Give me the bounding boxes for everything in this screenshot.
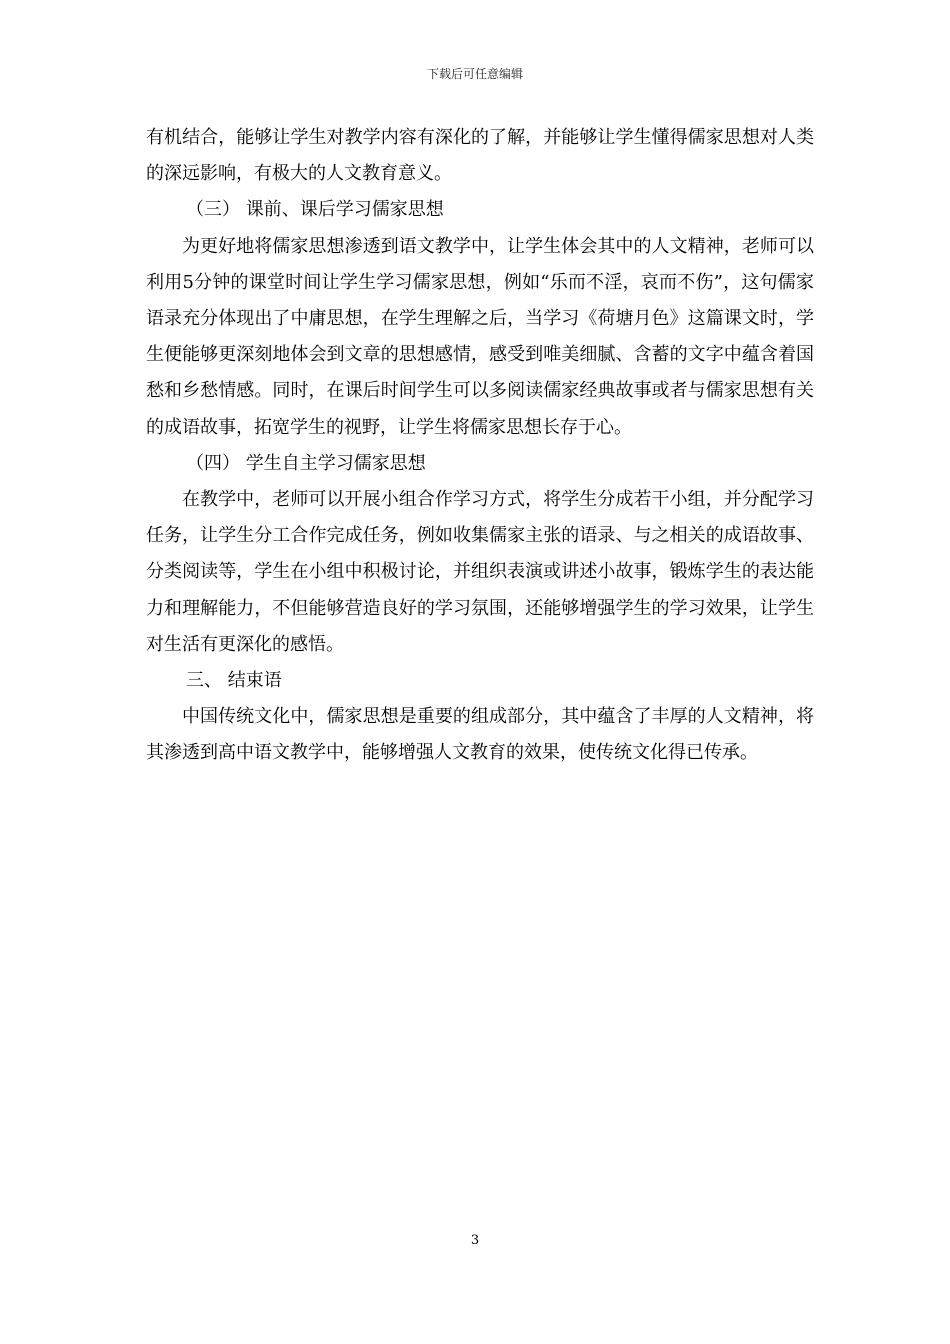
page-number: 3 <box>470 1233 480 1248</box>
paragraph-continuation: 有机结合，能够让学生对教学内容有深化的了解，并能够让学生懂得儒家思想对人类的深远影响，有极大的人文教育意义。 <box>146 127 814 185</box>
paragraph-conclusion: 中国传统文化中，儒家思想是重要的组成部分，其中蕴含了丰厚的人文精神，将其渗透到高中语文教学中，能够增强人文教育的效果，使传统文化得已传承。 <box>146 706 814 764</box>
section-heading-4: （四） 学生自主学习儒家思想 <box>186 452 426 474</box>
section-heading-3: （三） 课前、课后学习儒家思想 <box>186 199 444 221</box>
page-header: 下载后可任意编辑 <box>426 67 523 81</box>
paragraph-section-3: 为更好地将儒家思想渗透到语文教学中，让学生体会其中的人文精神，老师可以利用5分钟的课堂时间让学生学习儒家思想，例如“乐而不淫，哀而不伤”，这句儒家语录充分体现出了中庸思想，在学生理解之后，当学习《荷塘月色》这篇课文时，学生便能够更深刻地体会到文章的思想感情，感受到唯美细腻、含蓄的文字中蕴含着国愁和乡愁情感。同时，在课后时间学生可以多阅读儒家经典故事或者与儒家思想有关的成语故事，拓宽学生的视野，让学生将儒家思想长存于心。 <box>146 235 814 438</box>
section-heading-conclusion: 三、 结束语 <box>186 670 282 692</box>
paragraph-section-4: 在教学中，老师可以开展小组合作学习方式，将学生分成若干小组，并分配学习任务，让学生分工合作完成任务，例如收集儒家主张的语录、与之相关的成语故事、分类阅读等，学生在小组中积极讨论，并组织表演或讲述小故事，锻炼学生的表达能力和理解能力，不但能够营造良好的学习氛围，还能够增强学生的学习效果，让学生对生活有更深化的感悟。 <box>146 489 814 655</box>
document-body <box>146 120 814 772</box>
